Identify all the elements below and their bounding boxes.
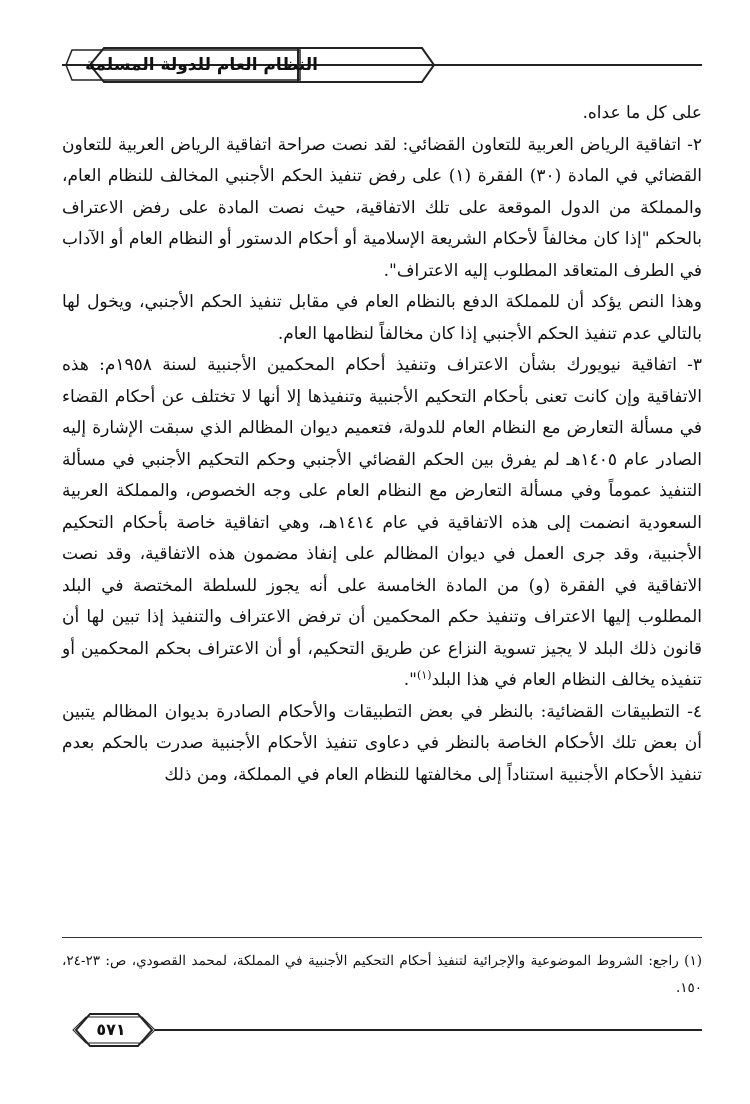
paragraph-5: ٤- التطبيقات القضائية: بالنظر في بعض التطبيقات والأحكام الصادرة بديوان المظالم يتبين أن بعض تلك الأحكام الخاصة بالنظر في دعاوى تنفيذ الأحكام الأجنبية صدرت بالحكم بعدم تنفيذ الأحكام الأجنبية استناداً إلى مخالفتها للنظام العام في المملكة، ومن ذلك — [62, 701, 702, 785]
running-header — [62, 44, 702, 86]
paragraph-4-closing: ". — [403, 670, 417, 690]
paragraph-3: وهذا النص يؤكد أن للمملكة الدفع بالنظام العام في مقابل تنفيذ الحكم الأجنبي، ويخول لها بالتالي عدم تنفيذ الحكم الأجنبي إذا كان مخالفاً لنظامها العام. — [62, 292, 702, 344]
page-number: ٥٧١ — [96, 1020, 126, 1039]
paragraph-4-text: ٣- اتفاقية نيويورك بشأن الاعتراف وتنفيذ أحكام المحكمين الأجنبية لسنة ١٩٥٨م: هذه الاتفاقية وإن كانت تعنى بأحكام التحكيم الأجنبية وتنفيذها إلا أنها لا تختلف عن أحكام القضاء في مسألة التعارض مع النظام العام للدولة، فتعميم ديوان المظالم الذي سبقت الإشارة إليه الصادر عام ١٤٠٥هـ لم يفرق بين الحكم القضائي الأجنبي وحكم التحكيم الأجنبي في مسألة التنفيذ عموماً وفي مسألة التعارض مع النظام العام على وجه الخصوص، والمملكة العربية السعودية انضمت إلى هذه الاتفاقية في عام ١٤١٤هـ، وهي اتفاقية خاصة بأحكام التحكيم الأجنبية، وقد جرى العمل في ديوان المظالم على إنفاذ مضمون هذه الاتفاقية، وقد نصت الاتفاقية في الفقرة (و) من المادة الخامسة على أنه يجوز للسلطة المختصة في البلد المطلوب إليها الاعتراف وتنفيذ حكم المحكمين أن ترفض الاعتراف والتنفيذ إذا تبين لها أن قانون ذلك البلد لا يجيز تسوية النزاع عن طريق التحكيم، أو أن الاعتراف بحكم المحكمين أو تنفيذه يخالف النظام العام في هذا البلد — [62, 355, 702, 690]
footnote: (١) راجع: الشروط الموضوعية والإجرائية لتنفيذ أحكام التحكيم الأجنبية في المملكة، لمحمد القصودي، ص: ٢٣-٢٤، ١٥٠. — [62, 953, 702, 996]
page-footer — [62, 1010, 702, 1050]
main-text — [62, 98, 702, 791]
footnote-divider — [62, 937, 702, 938]
footnote-reference[interactable]: (١) — [416, 668, 432, 682]
paragraph-2: ٢- اتفاقية الرياض العربية للتعاون القضائي: لقد نصت صراحة اتفاقية الرياض العربية للتعاون القضائي في المادة (٣٠) الفقرة (١) على رفض تنفيذ الحكم الأجنبي المخالف للنظام العام، والمملكة من الدول الموقعة على تلك الاتفاقية، حيث نصت المادة على رفض الاعتراف بالحكم "إذا كان مخالفاً لأحكام الشريعة الإسلامية أو أحكام الدستور أو النظام العام أو الآداب في الطرف المتعاقد المطلوب إليه الاعتراف". — [62, 134, 702, 281]
paragraph-1: على كل ما عداه. — [582, 103, 702, 123]
page-number-frame — [62, 1010, 702, 1050]
header-title: النظام العام للدولة المسلمة — [85, 55, 318, 75]
paragraph-4 — [62, 350, 702, 697]
